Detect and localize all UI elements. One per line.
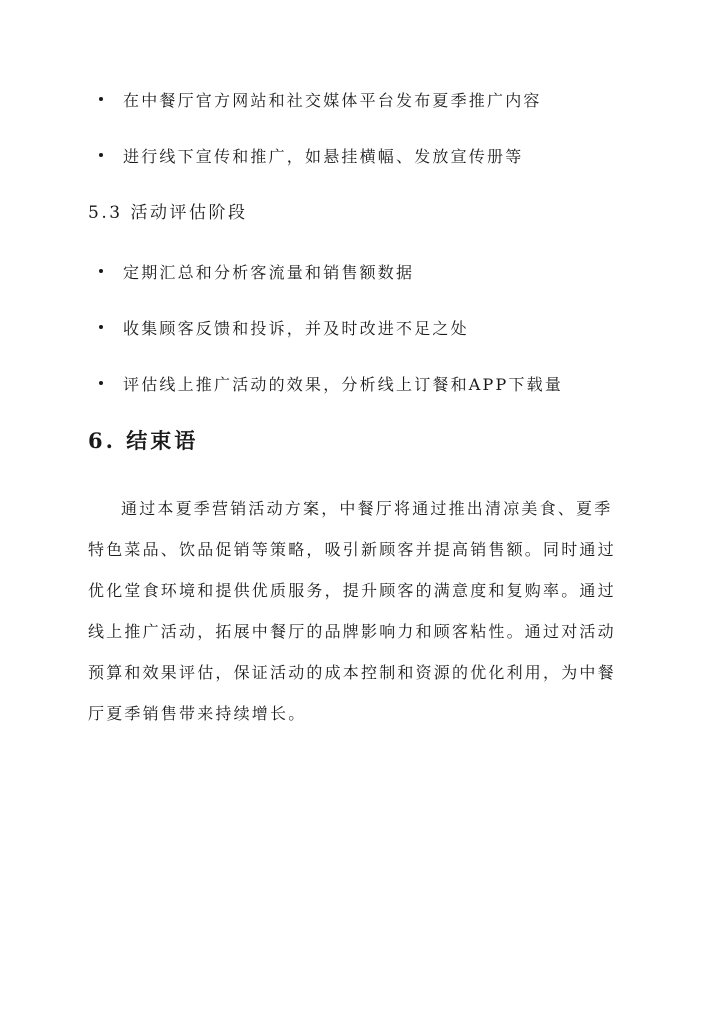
paragraph-line: 预算和效果评估，保证活动的成本控制和资源的优化利用，为中餐 [88,663,616,682]
bullet-icon [99,97,103,101]
list-item-text: 收集顾客反馈和投诉，并及时改进不足之处 [123,318,469,338]
bullet-icon [99,381,103,385]
list-item-text: 评估线上推广活动的效果，分析线上订餐和APP下载量 [123,374,564,394]
list-item-text: 定期汇总和分析客流量和销售额数据 [123,262,415,282]
list-item-text: 进行线下宣传和推广，如悬挂横幅、发放宣传册等 [123,146,524,166]
subsection-heading: 5.3 活动评估阶段 [88,203,248,223]
paragraph-line: 通过本夏季营销活动方案，中餐厅将通过推出清凉美食、夏季 [121,499,613,518]
paragraph-line: 优化堂食环境和提供优质服务，提升顾客的满意度和复购率。通过 [88,581,616,600]
bullet-icon [99,153,103,157]
list-item [108,371,563,395]
list-item [108,143,523,167]
paragraph-line: 特色菜品、饮品促销等策略，吸引新顾客并提高销售额。同时通过 [88,540,616,559]
paragraph-line: 线上推广活动，拓展中餐厅的品牌影响力和顾客粘性。通过对活动 [88,622,616,641]
paragraph-line: 厅夏季销售带来持续增长。 [88,704,307,723]
section-heading: 6. 结束语 [88,428,199,453]
list-item-text: 在中餐厅官方网站和社交媒体平台发布夏季推广内容 [123,90,542,110]
list-item [108,315,469,339]
list-item [108,87,542,111]
closing-paragraph [88,488,636,734]
list-item [108,259,414,283]
bullet-icon [99,325,103,329]
bullet-icon [99,269,103,273]
